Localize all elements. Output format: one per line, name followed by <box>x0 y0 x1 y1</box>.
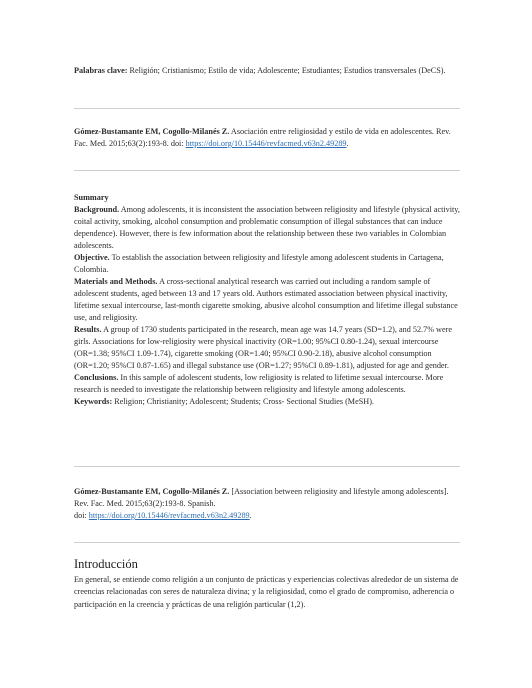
summary-conclusions <box>74 372 460 396</box>
citation-en-block <box>74 486 460 522</box>
keywords-en-text: Religion; Christianity; Adolescent; Students; Cross- Sectional Studies (MeSH). <box>112 397 374 406</box>
divider-2 <box>74 170 460 171</box>
citation-en-doi-link[interactable]: https://doi.org/10.15446/revfacmed.v63n2.49289 <box>88 511 250 520</box>
objective-text: To establish the association between religiosity and lifestyle among adolescent students in Cartagena, Colombia. <box>74 253 444 274</box>
citation-es-text: Asociación entre religiosidad y estilo de vida en adolescentes. Rev. Fac. Med. 2015;63(2):193-8. doi: <box>74 127 451 148</box>
summary-keywords <box>74 396 460 408</box>
background-text: Among adolescents, it is inconsistent the association between religiosity and lifestyle (physical activity, coital activity, smoking, alcohol consumption and problematic consumption of illegal substances that can induce dependence). However, there is few information about the relationship between these two variables in Colombian adolescents. <box>74 205 460 250</box>
summary-title: Summary <box>74 193 109 202</box>
keywords-es-text: Religión; Cristianismo; Estilo de vida; Adolescente; Estudiantes; Estudios transversales (DeCS). <box>127 66 446 75</box>
divider-3 <box>74 466 460 467</box>
citation-es-block <box>74 126 460 150</box>
citation-en-doi-prefix: doi: <box>74 511 89 520</box>
introduction-heading: Introducción <box>74 557 138 571</box>
objective-label: Objective. <box>74 253 110 262</box>
summary-block <box>74 192 460 408</box>
citation-es-doi-link[interactable]: https://doi.org/10.15446/revfacmed.v63n2.49289 <box>185 139 347 148</box>
methods-label: Materials and Methods. <box>74 277 158 286</box>
results-label: Results. <box>74 325 102 334</box>
conclusions-label: Conclusions. <box>74 373 119 382</box>
keywords-es-label: Palabras clave: <box>74 66 128 75</box>
summary-objective <box>74 252 460 276</box>
citation-en-authors: Gómez-Bustamante EM, Cogollo-Milanés Z. <box>74 487 230 496</box>
summary-methods <box>74 276 460 324</box>
introduction-text: En general, se entiende como religión a un conjunto de prácticas y experiencias colectivas alrededor de un sistema de creencias relacionadas con seres de naturaleza divina; y la religiosidad, como el grado de compromiso, adherencia o participación en la creencia y prácticas de una religión particular (1,2). <box>74 575 459 609</box>
citation-es-authors: Gómez-Bustamante EM, Cogollo-Milanés Z. <box>74 127 230 136</box>
citation-es-end: . <box>346 139 349 148</box>
summary-results <box>74 324 460 372</box>
keywords-en-label: Keywords: <box>74 397 113 406</box>
summary-background <box>74 204 460 252</box>
results-text: A group of 1730 students participated in the research, mean age was 14.7 years (SD=1.2), and 52.7% were girls. Associations for low-religiosity were physical inactivity (OR=1.00; 95%CI 0.80-1.24), sexual intercourse (OR=1.38; 95%CI 1.09-1.74), cigarette smoking (OR=1.40; 95%CI 0.90-2.18), abusive alcohol consumption (OR=1.20; 95%CI 0.87-1.65) and illegal substance use (OR=1.27; 95%CI 0.89-1.81), adjusted for age and gender. <box>74 325 452 370</box>
citation-en-end: . <box>249 511 252 520</box>
methods-text: A cross-sectional analytical research was carried out including a random sample of adolescent students, aged between 13 and 17 years old. Authors estimated association between physical inactivity, lifetime sexual intercourse, last-month cigarette smoking, abusive alcohol consumption and lifetime illegal substance use, and religiosity. <box>74 277 458 322</box>
divider-1 <box>74 108 460 109</box>
conclusions-text: In this sample of adolescent students, low religiosity is related to lifetime sexual intercourse. More research is needed to investigate the relationship between religiosity and lifestyle among adolescents. <box>74 373 444 394</box>
keywords-es-block <box>74 65 460 77</box>
divider-4 <box>74 542 460 543</box>
citation-en-text: [Association between religiosity and lifestyle among adolescents]. Rev. Fac. Med. 2015;63(2):193-8. Spanish. <box>74 487 449 508</box>
background-label: Background. <box>74 205 120 214</box>
